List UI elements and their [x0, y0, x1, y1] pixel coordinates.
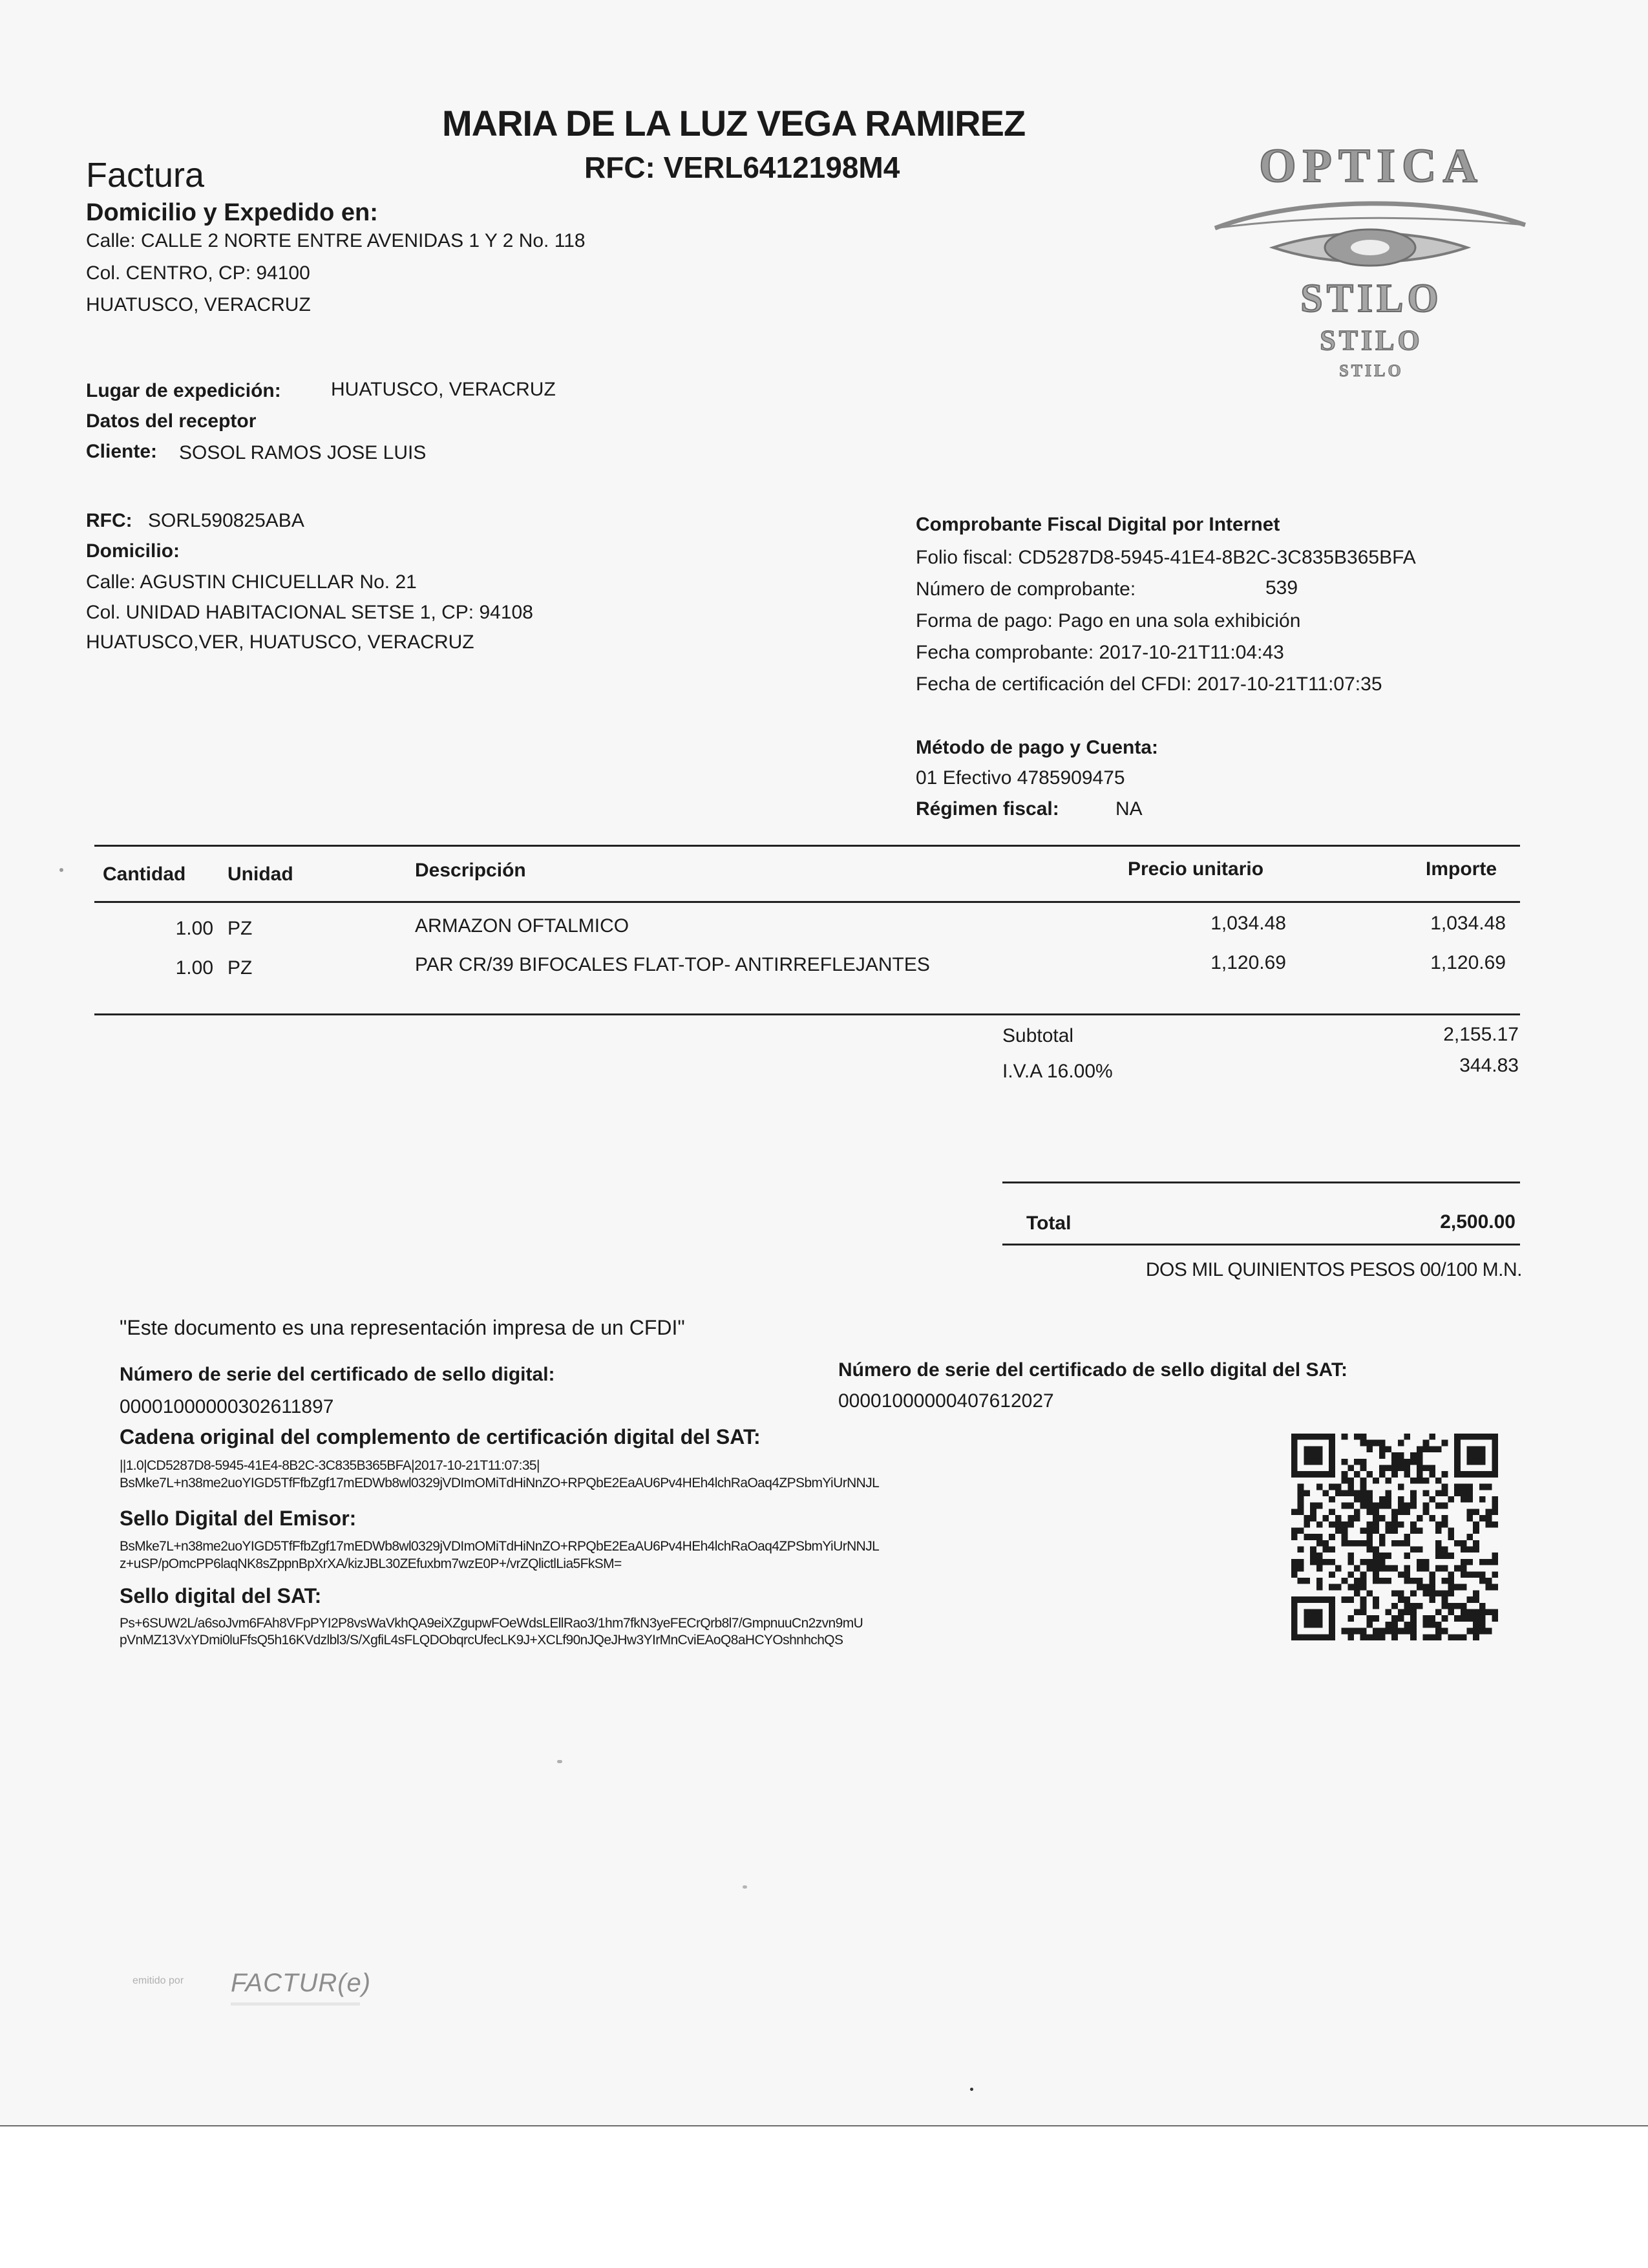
sello-emisor-line2: z+uSP/pOmcPP6laqNK8sZppnBpXrXA/kizJBL30ZEfuxbm7wzE0P+/vrZQlictlLia5FkSM=	[120, 1556, 622, 1571]
issuer-address-line3: HUATUSCO, VERACRUZ	[86, 294, 311, 315]
scan-speck	[743, 1885, 747, 1889]
cliente-value: SOSOL RAMOS JOSE LUIS	[179, 442, 427, 463]
regimen-value: NA	[1115, 798, 1143, 820]
row-unidad: PZ	[227, 957, 253, 979]
lugar-label: Lugar de expedición:	[86, 380, 281, 401]
cert-sat-label: Número de serie del certificado de sello digital del SAT:	[838, 1359, 1347, 1381]
cert-label: Número de serie del certificado de sello digital:	[120, 1364, 555, 1385]
scan-speck	[59, 868, 63, 872]
iva-value: 344.83	[1459, 1055, 1519, 1076]
metodo-pago-value: 01 Efectivo 4785909475	[916, 767, 1125, 789]
cert-sat-value: 00001000000407612027	[838, 1390, 1054, 1412]
logo-text-optica: OPTICA	[1259, 140, 1484, 193]
sello-emisor-line1: BsMke7L+n38me2uoYIGD5TfFfbZgf17mEDWb8wl0329jVDImOMiTdHiNnZO+RPQbE2EaAU6Pv4HEh4lchRaOaq4ZPSbmYiUrNNJL	[120, 1539, 880, 1554]
total-top-rule	[1002, 1182, 1520, 1183]
domicilio-line3: HUATUSCO,VER, HUATUSCO, VERACRUZ	[86, 631, 474, 653]
domicilio-label: Domicilio:	[86, 540, 180, 562]
table-top-rule	[94, 845, 1520, 847]
cliente-label: Cliente:	[86, 441, 158, 462]
qr-code-icon	[1291, 1434, 1498, 1640]
col-header-unidad: Unidad	[227, 864, 293, 885]
total-bottom-rule	[1002, 1244, 1520, 1245]
footer-tagline-smudge	[231, 2002, 360, 2006]
table-header-rule	[94, 901, 1520, 903]
eye-icon	[1202, 189, 1538, 280]
numero-comprobante-value: 539	[1265, 577, 1298, 599]
col-header-cantidad: Cantidad	[103, 864, 186, 885]
factur-e-logo: FACTUR(e)	[231, 1969, 372, 1997]
row-cantidad: 1.00	[175, 918, 213, 939]
datos-receptor-label: Datos del receptor	[86, 410, 257, 432]
row-unidad: PZ	[227, 918, 253, 939]
row-cantidad: 1.00	[175, 957, 213, 979]
cadena-original-line1: ||1.0|CD5287D8-5945-41E4-8B2C-3C835B365BFA|2017-10-21T11:07:35|	[120, 1458, 540, 1473]
row-importe: 1,034.48	[1430, 913, 1506, 934]
logo-text-stilo-large: STILO	[1300, 277, 1442, 321]
sello-sat-label: Sello digital del SAT:	[120, 1584, 322, 1607]
footer-prefix: emitido por	[132, 1975, 184, 1986]
fecha-comprobante: Fecha comprobante: 2017-10-21T11:04:43	[916, 642, 1284, 663]
metodo-pago-label: Método de pago y Cuenta:	[916, 737, 1158, 758]
cadena-original-label: Cadena original del complemento de certificación digital del SAT:	[120, 1425, 761, 1448]
total-value: 2,500.00	[1440, 1211, 1516, 1233]
row-descripcion: PAR CR/39 BIFOCALES FLAT-TOP- ANTIRREFLEJANTES	[415, 954, 930, 975]
col-header-descripcion: Descripción	[415, 860, 526, 881]
issuer-rfc: RFC: VERL6412198M4	[584, 151, 900, 184]
issuer-address-line1: Calle: CALLE 2 NORTE ENTRE AVENIDAS 1 Y 2 No. 118	[86, 230, 586, 251]
row-precio: 1,120.69	[1210, 952, 1286, 973]
address-heading: Domicilio y Expedido en:	[86, 199, 378, 226]
document-title: Factura	[86, 156, 205, 195]
cert-value: 00001000000302611897	[120, 1396, 334, 1417]
numero-comprobante-label: Número de comprobante:	[916, 578, 1136, 600]
logo-text-stilo-medium: STILO	[1320, 324, 1423, 356]
cadena-original-line2: BsMke7L+n38me2uoYIGD5TfFfbZgf17mEDWb8wl0329jVDImOMiTdHiNnZO+RPQbE2EaAU6Pv4HEh4lchRaOaq4ZPSbmYiUrNNJL	[120, 1476, 880, 1490]
issuer-name: MARIA DE LA LUZ VEGA RAMIREZ	[442, 103, 1026, 143]
regimen-label: Régimen fiscal:	[916, 798, 1059, 820]
domicilio-line1: Calle: AGUSTIN CHICUELLAR No. 21	[86, 571, 417, 593]
col-header-precio: Precio unitario	[1128, 858, 1264, 880]
forma-pago: Forma de pago: Pago en una sola exhibición	[916, 610, 1301, 631]
total-in-words: DOS MIL QUINIENTOS PESOS 00/100 M.N.	[1145, 1259, 1522, 1280]
paper-edge	[0, 2125, 1648, 2126]
total-label: Total	[1026, 1213, 1072, 1234]
subtotal-label: Subtotal	[1002, 1025, 1074, 1046]
row-importe: 1,120.69	[1430, 952, 1506, 973]
cfdi-representation-note: "Este documento es una representación impresa de un CFDI"	[120, 1316, 685, 1339]
lugar-value: HUATUSCO, VERACRUZ	[331, 379, 556, 400]
iva-label: I.V.A 16.00%	[1002, 1061, 1113, 1082]
scan-speck	[970, 2088, 973, 2091]
col-header-importe: Importe	[1426, 858, 1497, 880]
scan-speck	[557, 1760, 562, 1763]
folio-fiscal: Folio fiscal: CD5287D8-5945-41E4-8B2C-3C835B365BFA	[916, 547, 1416, 568]
table-bottom-rule	[94, 1013, 1520, 1015]
sello-sat-line1: Ps+6SUW2L/a6soJvm6FAh8VFpPYI2P8vsWaVkhQA9eiXZgupwFOeWdsLEllRao3/1hm7fkN3yeFECrQrb8l7/GmpnuuCn2zvn9mU	[120, 1616, 863, 1631]
domicilio-line2: Col. UNIDAD HABITACIONAL SETSE 1, CP: 94108	[86, 602, 533, 623]
row-descripcion: ARMAZON OFTALMICO	[415, 915, 629, 937]
fecha-certificacion: Fecha de certificación del CFDI: 2017-10-21T11:07:35	[916, 673, 1382, 695]
subtotal-value: 2,155.17	[1443, 1024, 1519, 1045]
receptor-rfc-value: SORL590825ABA	[148, 510, 304, 531]
cfdi-heading: Comprobante Fiscal Digital por Internet	[916, 514, 1280, 535]
receptor-rfc-label: RFC:	[86, 510, 132, 531]
optica-stilo-logo	[1202, 139, 1538, 385]
logo-text-stilo-small: STILO	[1339, 361, 1404, 380]
row-precio: 1,034.48	[1210, 913, 1286, 934]
sello-emisor-label: Sello Digital del Emisor:	[120, 1507, 357, 1530]
sello-sat-line2: pVnMZ13VxYDmi0luFfsQ5h16KVdzlbl3/S/XgfiL4sFLQDObqrcUfecLK9J+XCLf90nJQeJHw3YIrMnCviEAoQ8aHCYOshnhchQS	[120, 1633, 843, 1648]
issuer-address-line2: Col. CENTRO, CP: 94100	[86, 262, 310, 284]
